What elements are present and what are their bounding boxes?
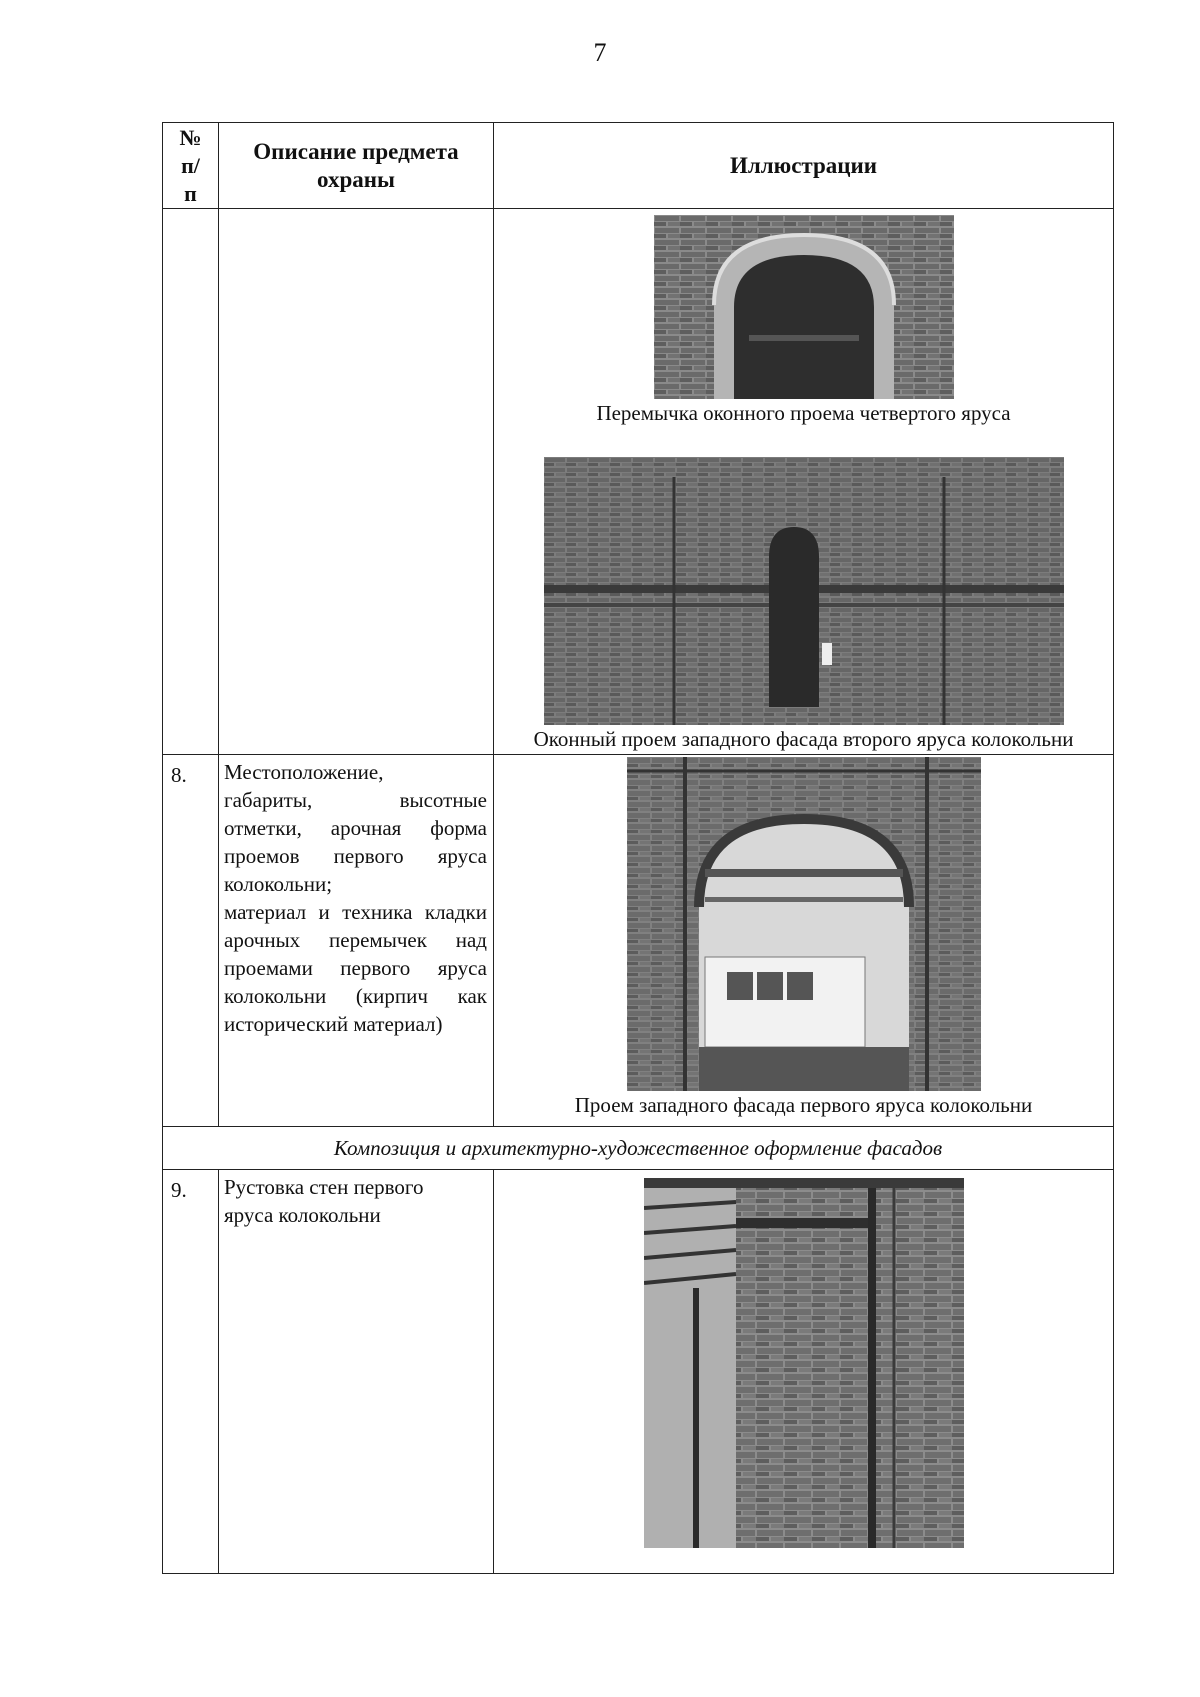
- description-line: отметки, арочная форма: [224, 816, 487, 840]
- description-cell-empty: [219, 209, 494, 755]
- header-number-line: п/: [181, 152, 200, 178]
- row-number: 9.: [163, 1170, 219, 1574]
- first-tier-arch-opening-photo: [627, 757, 981, 1091]
- illustrations-cell: [494, 1170, 1114, 1574]
- row-description: [219, 755, 494, 1127]
- protection-subject-table: [162, 122, 1114, 1574]
- photo-caption: Проем западного фасада первого яруса колокольни: [574, 1093, 1033, 1117]
- row-description: [219, 1170, 494, 1574]
- table-row-8: [163, 755, 1114, 1127]
- header-number-line: №: [179, 124, 202, 150]
- description-line: колокольни (кирпич как: [224, 984, 487, 1008]
- description-line: габариты, высотные: [224, 788, 487, 812]
- description-line: исторический материал): [224, 1012, 443, 1036]
- photo-caption: Перемычка оконного проема четвертого яруса: [596, 401, 1011, 425]
- header-description-line: охраны: [317, 166, 395, 192]
- description-line: яруса колокольни: [224, 1203, 381, 1227]
- table-row-continued: [163, 209, 1114, 755]
- photo-caption: Оконный проем западного фасада второго яруса колокольни: [533, 727, 1074, 751]
- description-line: проемов первого яруса: [224, 844, 487, 868]
- description-line: Местоположение,: [224, 760, 384, 784]
- header-description-line: Описание предмета: [253, 138, 459, 164]
- number-cell-empty: [163, 209, 219, 755]
- section-heading-row: [163, 1127, 1114, 1170]
- table-header-row: [163, 123, 1114, 209]
- section-heading: Композиция и архитектурно-художественное оформление фасадов: [163, 1127, 1114, 1170]
- header-number: [163, 123, 219, 209]
- description-line: колокольни;: [224, 872, 333, 896]
- west-facade-window-photo: [544, 457, 1064, 725]
- header-illustrations: Иллюстрации: [494, 123, 1114, 209]
- arched-window-lintel-photo: [654, 215, 954, 399]
- description-line: проемами первого яруса: [224, 956, 487, 980]
- table-row-9: [163, 1170, 1114, 1574]
- illustrations-cell: [494, 755, 1114, 1127]
- row-number: 8.: [163, 755, 219, 1127]
- page-number: 7: [593, 38, 607, 67]
- description-line: материал и техника кладки: [224, 900, 487, 924]
- description-line: Рустовка стен первого: [224, 1175, 424, 1199]
- header-number-line: п: [184, 180, 197, 206]
- illustrations-cell: [494, 209, 1114, 755]
- description-line: арочных перемычек над: [224, 928, 487, 952]
- header-description: [219, 123, 494, 209]
- rusticated-wall-photo: [644, 1178, 964, 1548]
